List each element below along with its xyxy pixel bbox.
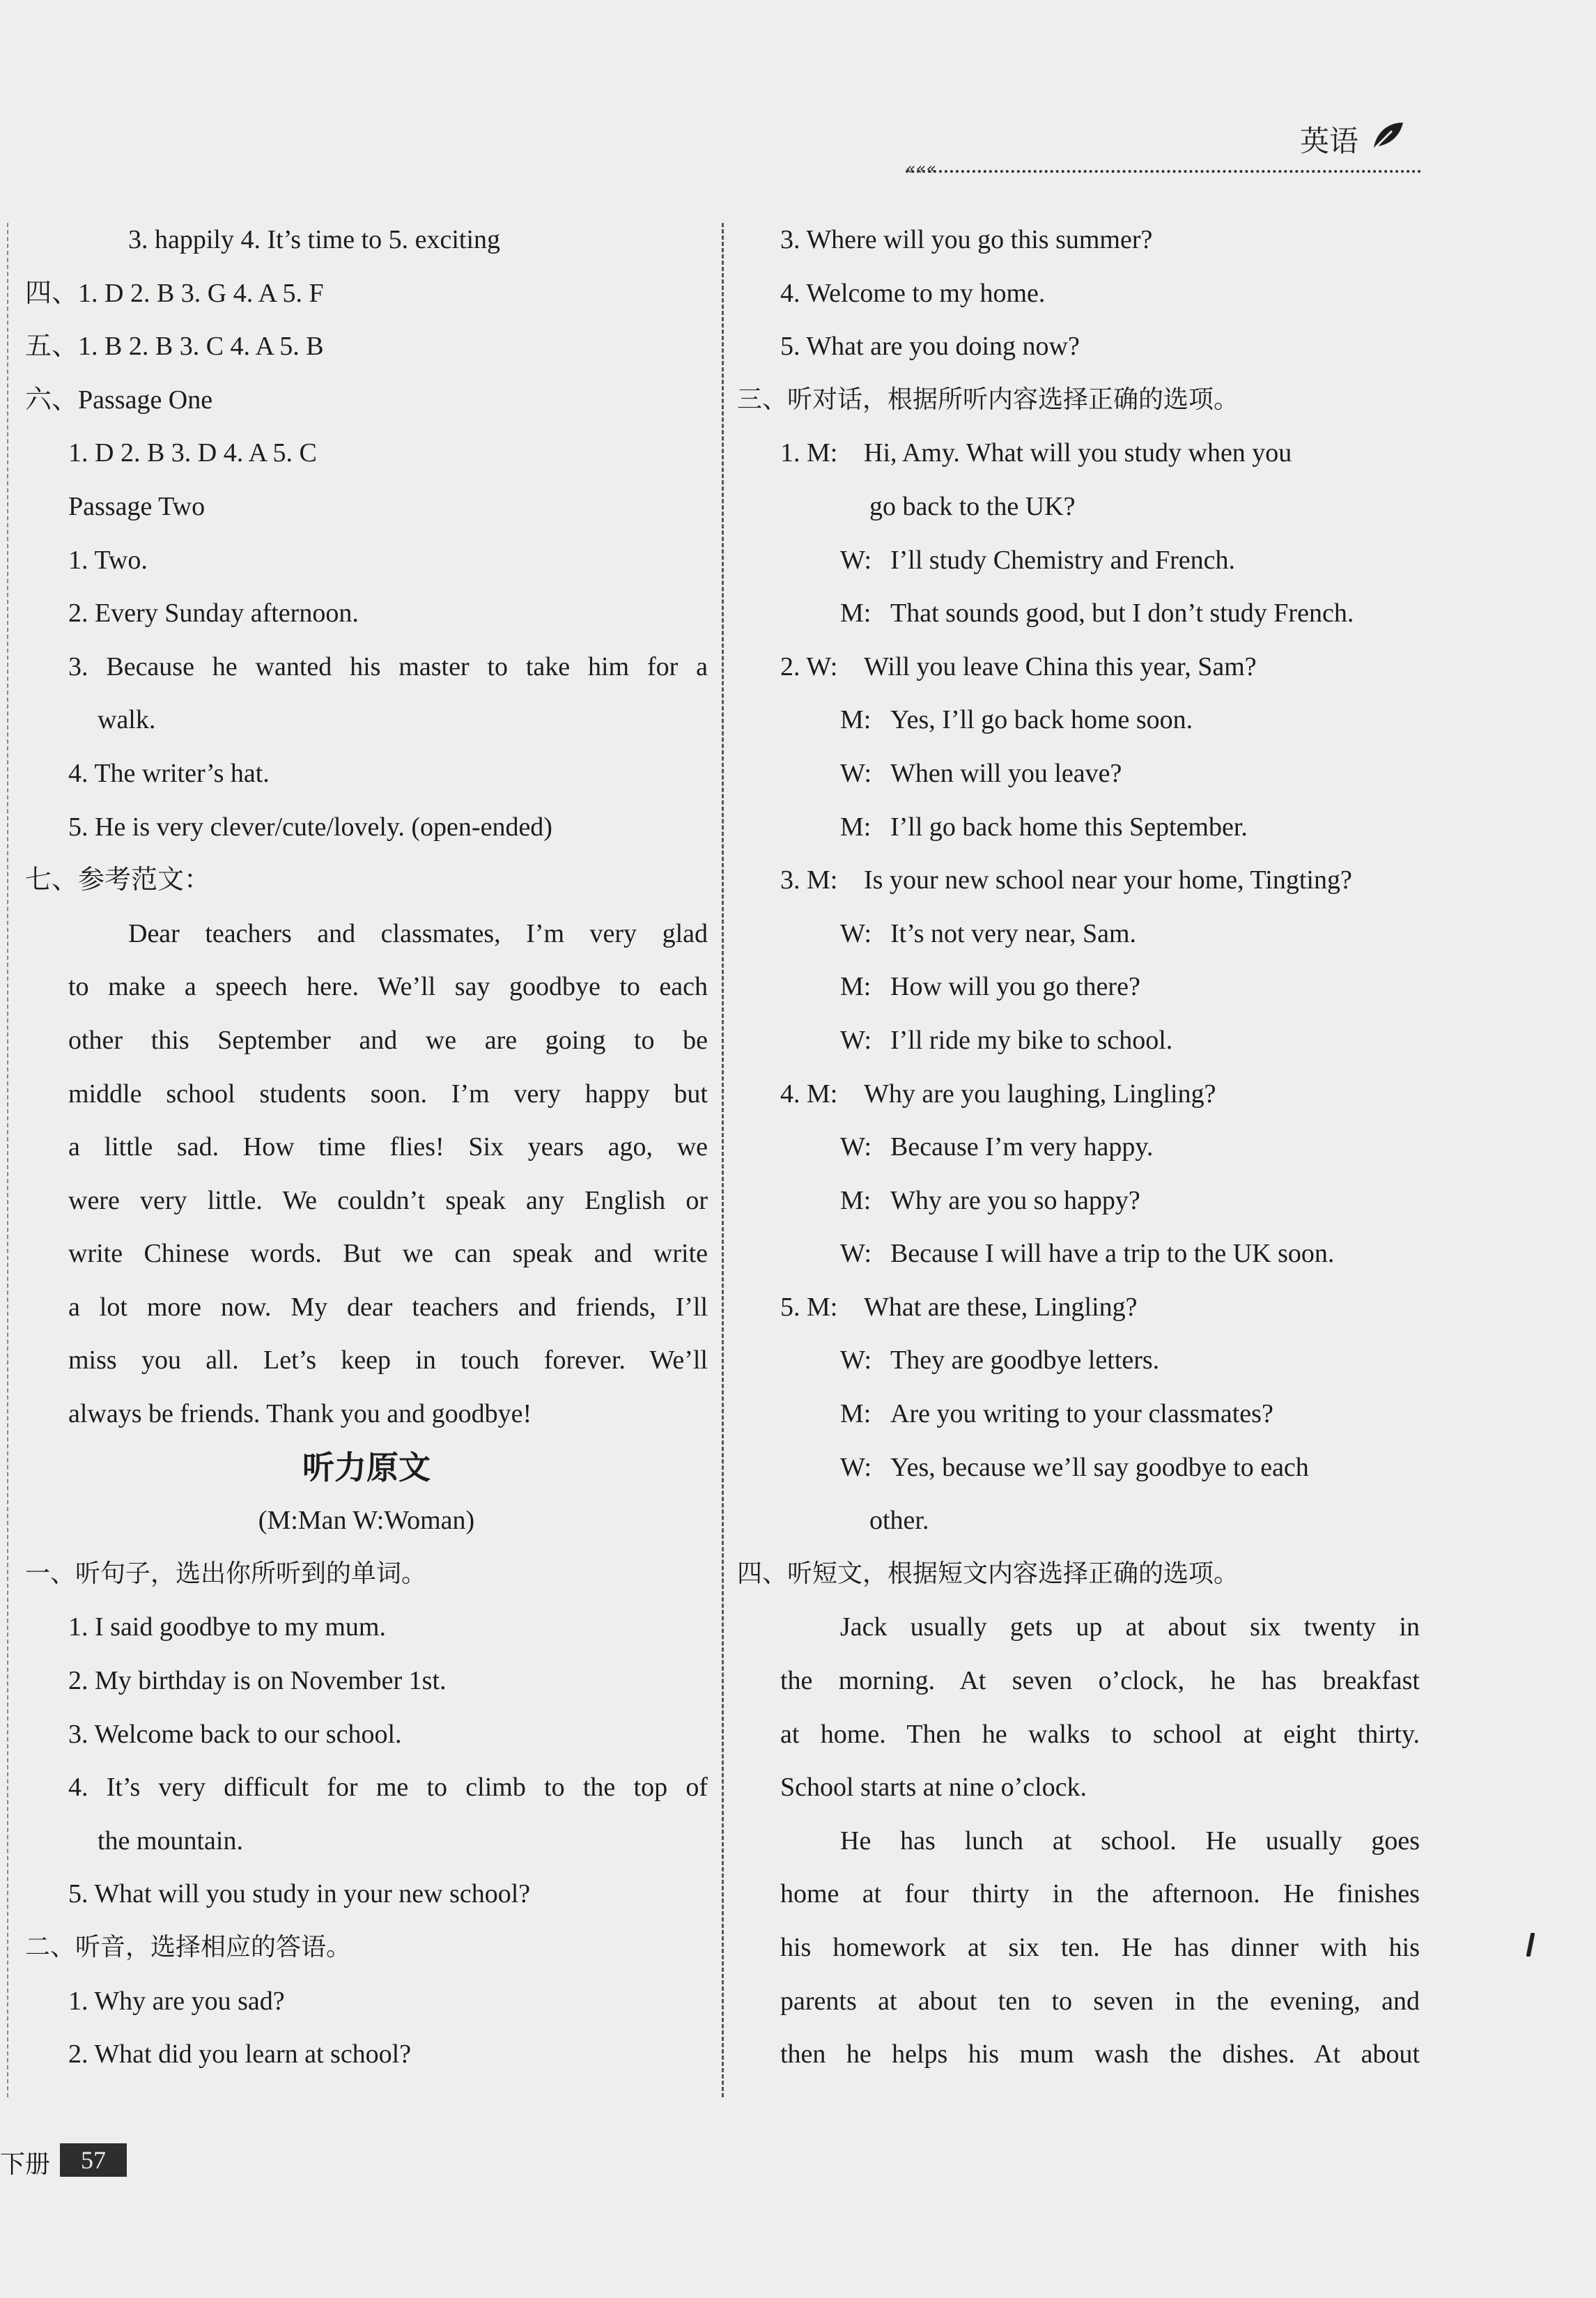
script-line: 5. What are you doing now? bbox=[780, 332, 1080, 362]
script-line: 1. I said goodbye to my mum. bbox=[68, 1612, 386, 1642]
dialogue-line: go back to the UK? bbox=[869, 491, 1076, 521]
dialogue-text: Will you leave China this year, Sam? bbox=[864, 651, 1257, 681]
script-line: 4. It’s very difficult for me to climb to the top of bbox=[68, 1773, 708, 1803]
speaker-label: W: bbox=[840, 1025, 872, 1055]
dialogue-line bbox=[737, 854, 1420, 907]
dialogue-line bbox=[737, 1441, 1420, 1495]
section-heading: 六、Passage One bbox=[25, 385, 213, 415]
dialogue-line bbox=[737, 587, 1420, 640]
essay-line: always be friends. Thank you and goodbye! bbox=[68, 1399, 532, 1429]
dialogue-number: 2. W: bbox=[780, 651, 838, 681]
answer-line: 3. happily 4. It’s time to 5. exciting bbox=[128, 225, 501, 254]
section-heading: Passage Two bbox=[68, 491, 206, 521]
dialogue-number: 1. M: bbox=[780, 438, 838, 468]
dialogue-text: Is your new school near your home, Tingting? bbox=[864, 865, 1352, 895]
dialogue-line bbox=[737, 801, 1420, 854]
script-line: 1. Why are you sad? bbox=[68, 1986, 285, 2016]
speaker-label: M: bbox=[840, 972, 871, 1002]
script-line: 4. Welcome to my home. bbox=[780, 278, 1046, 308]
dialogue-text: Are you writing to your classmates? bbox=[890, 1399, 1273, 1429]
speaker-label: M: bbox=[840, 1185, 871, 1215]
passage-line: School starts at nine o’clock. bbox=[780, 1773, 1087, 1803]
speaker-label: W: bbox=[840, 918, 872, 948]
section-heading: 一、听句子，选出你所听到的单词。 bbox=[25, 1559, 427, 1588]
script-line: the mountain. bbox=[98, 1826, 243, 1856]
dialogue-text: Why are you so happy? bbox=[890, 1185, 1140, 1215]
answer-line: 4. The writer’s hat. bbox=[68, 758, 270, 788]
dialogue-text: Hi, Amy. What will you study when you bbox=[864, 438, 1292, 468]
passage-line: He has lunch at school. He usually goes bbox=[840, 1826, 1420, 1856]
speaker-label: W: bbox=[840, 1239, 872, 1269]
speaker-label: W: bbox=[840, 1132, 872, 1162]
passage-line: home at four thirty in the afternoon. He finishes bbox=[780, 1879, 1420, 1909]
answer-line: 5. He is very clever/cute/lovely. (open-ended) bbox=[68, 812, 552, 842]
volume-label: 下册 bbox=[0, 2150, 51, 2179]
speaker-label: M: bbox=[840, 812, 871, 842]
listening-script-title: 听力原文 bbox=[302, 1448, 431, 1486]
dialogue-line bbox=[737, 534, 1420, 587]
dialogue-line bbox=[737, 640, 1420, 694]
speaker-label: W: bbox=[840, 758, 872, 788]
dialogue-line bbox=[737, 693, 1420, 747]
answer-line: 五、1. B 2. B 3. C 4. A 5. B bbox=[25, 332, 324, 362]
section-heading: 四、听短文，根据短文内容选择正确的选项。 bbox=[737, 1559, 1239, 1588]
passage-line: the morning. At seven o’clock, he has breakfast bbox=[780, 1666, 1420, 1696]
ink-mark bbox=[1526, 1933, 1535, 1957]
dialogue-line bbox=[737, 907, 1420, 961]
dialogue-text: That sounds good, but I don’t study French. bbox=[890, 599, 1354, 629]
answer-line: 1. Two. bbox=[68, 545, 148, 575]
dialogue-line bbox=[737, 960, 1420, 1014]
essay-line: write Chinese words. But we can speak and write bbox=[68, 1239, 708, 1269]
dialogue-line bbox=[737, 1174, 1420, 1228]
dialogue-number: 3. M: bbox=[780, 865, 838, 895]
page-number: 57 bbox=[60, 2143, 127, 2177]
essay-line: a little sad. How time flies! Six years ago, we bbox=[68, 1132, 708, 1162]
essay-line: other this September and we are going to be bbox=[68, 1025, 708, 1055]
dialogue-text: They are goodbye letters. bbox=[890, 1345, 1160, 1375]
dialogue-line bbox=[737, 747, 1420, 801]
script-line: 3. Welcome back to our school. bbox=[68, 1719, 402, 1749]
script-line: 3. Where will you go this summer? bbox=[780, 225, 1153, 254]
speaker-label: M: bbox=[840, 705, 871, 735]
dialogue-line bbox=[737, 1281, 1420, 1334]
dialogue-text: It’s not very near, Sam. bbox=[890, 918, 1137, 948]
speaker-label: M: bbox=[840, 1399, 871, 1429]
dialogue-text: Because I will have a trip to the UK soon. bbox=[890, 1239, 1335, 1269]
column-divider bbox=[722, 223, 724, 2097]
dialogue-text: I’ll study Chemistry and French. bbox=[890, 545, 1235, 575]
dialogue-text: Yes, I’ll go back home soon. bbox=[890, 705, 1193, 735]
header-chevrons: ««« bbox=[906, 159, 937, 178]
dialogue-text: How will you go there? bbox=[890, 972, 1140, 1002]
dialogue-line bbox=[737, 1120, 1420, 1174]
dialogue-line bbox=[737, 426, 1420, 480]
dialogue-line bbox=[737, 1067, 1420, 1121]
speaker-legend: (M:Man W:Woman) bbox=[258, 1506, 475, 1536]
dialogue-line bbox=[737, 1334, 1420, 1387]
dialogue-line bbox=[737, 1227, 1420, 1281]
leaf-icon bbox=[1371, 120, 1406, 151]
passage-line: Jack usually gets up at about six twenty in bbox=[840, 1612, 1420, 1642]
answer-line: 1. D 2. B 3. D 4. A 5. C bbox=[68, 438, 317, 468]
speaker-label: W: bbox=[840, 1452, 872, 1482]
margin-line bbox=[7, 223, 8, 2097]
speaker-label: M: bbox=[840, 599, 871, 629]
dialogue-text: I’ll ride my bike to school. bbox=[890, 1025, 1173, 1055]
essay-line: Dear teachers and classmates, I’m very glad bbox=[128, 918, 708, 948]
answer-line: 四、1. D 2. B 3. G 4. A 5. F bbox=[25, 278, 324, 308]
dialogue-number: 5. M: bbox=[780, 1292, 838, 1322]
passage-line: parents at about ten to seven in the evening, and bbox=[780, 1986, 1420, 2016]
passage-line: his homework at six ten. He has dinner with his bbox=[780, 1933, 1420, 1962]
dialogue-text: What are these, Lingling? bbox=[864, 1292, 1138, 1322]
dialogue-text: Why are you laughing, Lingling? bbox=[864, 1079, 1216, 1109]
passage-line: then he helps his mum wash the dishes. At about bbox=[780, 2039, 1420, 2069]
dialogue-text: I’ll go back home this September. bbox=[890, 812, 1248, 842]
section-heading: 三、听对话，根据所听内容选择正确的选项。 bbox=[737, 385, 1239, 414]
essay-line: were very little. We couldn’t speak any English or bbox=[68, 1185, 708, 1215]
script-line: 5. What will you study in your new school? bbox=[68, 1879, 531, 1909]
essay-line: middle school students soon. I’m very happy but bbox=[68, 1079, 708, 1109]
header-divider bbox=[906, 170, 1421, 173]
section-heading: 二、听音，选择相应的答语。 bbox=[25, 1933, 352, 1961]
dialogue-text: When will you leave? bbox=[890, 758, 1122, 788]
speaker-label: W: bbox=[840, 1345, 872, 1375]
dialogue-line: other. bbox=[869, 1506, 929, 1536]
essay-line: a lot more now. My dear teachers and friends, I’ll bbox=[68, 1292, 708, 1322]
dialogue-text: Yes, because we’ll say goodbye to each bbox=[890, 1452, 1309, 1482]
dialogue-number: 4. M: bbox=[780, 1079, 838, 1109]
answer-line: walk. bbox=[98, 705, 156, 735]
essay-line: to make a speech here. We’ll say goodbye to each bbox=[68, 972, 708, 1002]
right-column bbox=[737, 213, 1420, 2081]
dialogue-line bbox=[737, 1014, 1420, 1067]
answer-line: 3. Because he wanted his master to take him for a bbox=[68, 651, 708, 681]
essay-line: miss you all. Let’s keep in touch forever. We’ll bbox=[68, 1345, 708, 1375]
passage-line: at home. Then he walks to school at eight thirty. bbox=[780, 1719, 1420, 1749]
speaker-label: W: bbox=[840, 545, 872, 575]
script-line: 2. My birthday is on November 1st. bbox=[68, 1666, 447, 1696]
script-line: 2. What did you learn at school? bbox=[68, 2039, 412, 2069]
left-column bbox=[25, 213, 708, 2081]
answer-line: 2. Every Sunday afternoon. bbox=[68, 599, 359, 629]
subject-label: 英语 bbox=[1300, 124, 1359, 158]
dialogue-text: Because I’m very happy. bbox=[890, 1132, 1154, 1162]
section-heading: 七、参考范文： bbox=[25, 865, 211, 895]
dialogue-line bbox=[737, 1387, 1420, 1441]
